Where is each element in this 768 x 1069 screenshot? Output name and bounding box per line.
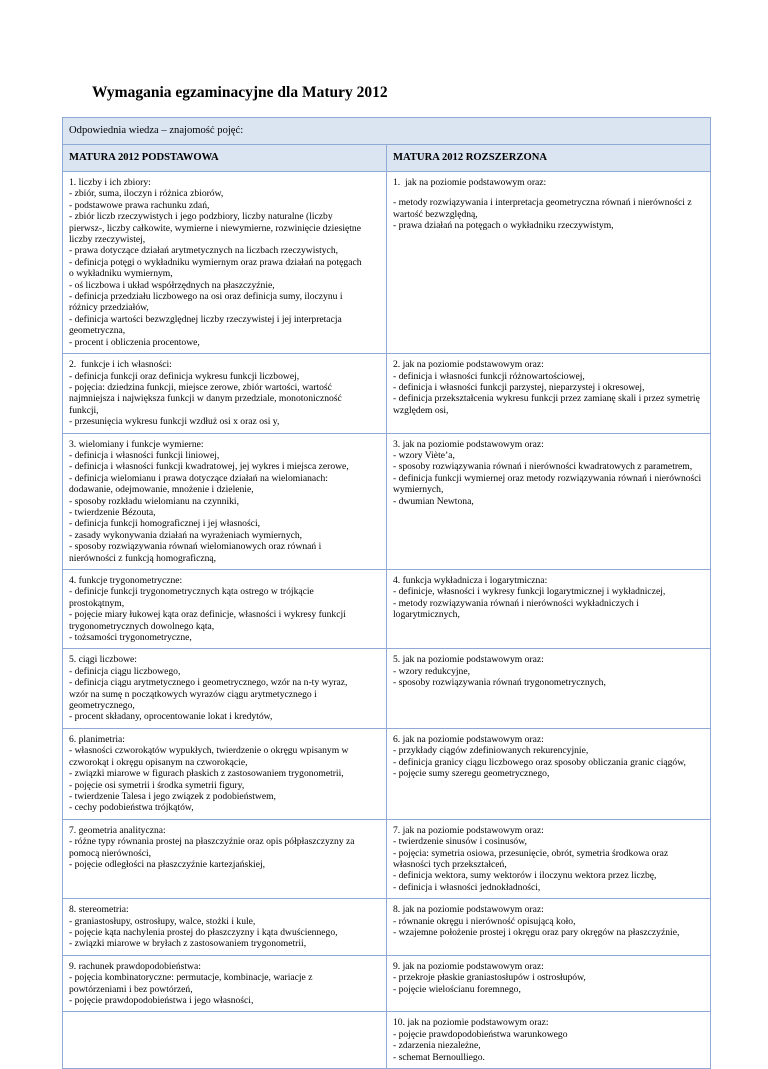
cell-line: powtórzeniami i bez powtórzeń, (69, 983, 193, 995)
cell-line: o wykładniku wymiernym, (69, 268, 173, 280)
cell-line: własności tych przekształceń, (393, 858, 507, 870)
cell-line: - własności czworokątów wypukłych, twierdzenie o okręgu wpisanym w (69, 745, 349, 757)
cell-line: nierówności z funkcją homograficzną, (69, 552, 217, 564)
cell-line: 4. funkcja wykładnicza i logarytmiczna: (393, 575, 548, 586)
cell-line: - twierdzenie sinusów i cosinusów, (393, 836, 527, 848)
cell-line: - definicja ciągu liczbowego, (69, 665, 181, 677)
page-title: Wymagania egzaminacyjne dla Matury 2012 (92, 84, 388, 101)
cell-line: - pojęcie kąta nachylenia prostej do płaszczyzny i kąta dwuściennego, (69, 926, 338, 938)
cell-extended (387, 433, 711, 569)
cell-line: - definicje funkcji trygonometrycznych kąta ostrego w trójkącie (69, 586, 314, 598)
cell-line: - związki miarowe w figurach płaskich z zastosowaniem trygonometrii, (69, 768, 344, 780)
cell-line: - zasady wykonywania działań na wyrażeniach wymiernych, (69, 529, 303, 541)
table-row (63, 649, 711, 728)
cell-line: - twierdzenie Bézouta, (69, 506, 156, 518)
cell-line: 3. jak na poziomie podstawowym oraz: (393, 438, 544, 450)
cell-line: 3. wielomiany i funkcje wymierne: (69, 438, 204, 450)
cell-basic (63, 354, 387, 433)
cell-line: pomocą nierówności, (69, 847, 152, 859)
cell-line: najmniejsza i największa funkcji w danym przedziale, monotoniczność (69, 393, 342, 405)
cell-line: - pojęcie odległości na płaszczyźnie kartezjańskiej, (69, 858, 266, 870)
cell-line: - definicja i własności funkcji różnowartościowej, (393, 370, 585, 382)
table-row (63, 433, 711, 569)
cell-line: - pojęcia kombinatoryczne: permutacje, kombinacje, wariacje z (69, 972, 313, 984)
table-row (63, 570, 711, 649)
cell-line: - sposoby rozwiązywania równań trygonometrycznych, (393, 677, 606, 689)
table-row (63, 819, 711, 898)
knowledge-header: Odpowiednia wiedza – znajomość pojęć: (63, 118, 711, 145)
cell-basic (63, 728, 387, 819)
cell-extended (387, 649, 711, 728)
cell-line: - definicja funkcji wymiernej oraz metody rozwiązywania równań i nierówności (393, 472, 702, 484)
cell-line: - twierdzenie Talesa i jego związek z podobieństwem, (69, 790, 276, 802)
cell-line: - oś liczbowa i układ współrzędnych na płaszczyźnie, (69, 279, 275, 291)
cell-line: - sposoby rozkładu wielomianu na czynniki, (69, 495, 239, 507)
cell-line: 7. geometria analityczna: (69, 824, 166, 836)
cell-line: - procent składany, oprocentowanie lokat i kredytów, (69, 711, 273, 723)
cell-line: - zbiór, suma, iloczyn i różnica zbiorów, (69, 188, 224, 200)
cell-line: - definicja i własności funkcji liniowej, (69, 449, 220, 461)
cell-line: - wzory redukcyjne, (393, 665, 470, 677)
requirements-table (62, 117, 711, 1069)
cell-basic (63, 433, 387, 569)
cell-line: prostokątnym, (69, 597, 125, 609)
cell-line: - przykłady ciągów zdefiniowanych rekurencyjnie, (393, 745, 589, 757)
cell-line: geometryczna, (69, 325, 126, 337)
cell-basic (63, 899, 387, 956)
blank-line (393, 188, 704, 197)
column-header-basic: MATURA 2012 PODSTAWOWA (63, 145, 387, 172)
cell-line: 6. planimetria: (69, 733, 125, 745)
cell-line: 5. jak na poziomie podstawowym oraz: (393, 654, 544, 666)
cell-line: 1. liczby i ich zbiory: (69, 177, 151, 188)
cell-line: - definicja ciągu arytmetycznego i geometrycznego, wzór na n-ty wyraz, (69, 677, 348, 689)
cell-line: 9. jak na poziomie podstawowym oraz: (393, 960, 544, 972)
cell-line: - definicja i własności funkcji kwadratowej, jej wykres i miejsca zerowe, (69, 461, 349, 473)
cell-line: - równanie okręgu i nierówność opisującą koło, (393, 915, 576, 927)
cell-line: wymiernych, (393, 484, 444, 496)
cell-line: - definicja granicy ciągu liczbowego oraz sposoby obliczania granic ciągów, (393, 756, 686, 768)
cell-line: - schemat Bernoulliego. (393, 1051, 485, 1063)
cell-line: 5. ciągi liczbowe: (69, 654, 137, 666)
cell-line: 10. jak na poziomie podstawowym oraz: (393, 1017, 549, 1029)
cell-line: - sposoby rozwiązywania równań wielomianowych oraz równań i (69, 541, 322, 553)
cell-line: - pojęcie prawdopodobieństwa warunkowego (393, 1028, 568, 1040)
cell-line: - prawa działań na potęgach o wykładniku rzeczywistym, (393, 220, 614, 232)
cell-line: czworokąt i okręgu opisanym na czworokącie, (69, 756, 248, 768)
table-row (63, 354, 711, 433)
cell-line: - tożsamości trygonometryczne, (69, 632, 192, 644)
cell-line: wartość bezwzględną, (393, 208, 478, 220)
cell-line: - definicja funkcji homograficznej i jej własności, (69, 518, 261, 530)
table-row (63, 1012, 711, 1069)
cell-line: - definicje, własności i wykresy funkcji logarytmicznej i wykładniczej, (393, 586, 666, 598)
cell-extended (387, 570, 711, 649)
cell-line: - przekroje płaskie graniastosłupów i ostrosłupów, (393, 972, 586, 984)
cell-line: względem osi, (393, 404, 449, 416)
cell-basic (63, 819, 387, 898)
table-header-row (63, 118, 711, 145)
cell-line: wzór na sumę n początkowych wyrazów ciągu arytmetycznego i (69, 688, 317, 700)
cell-line: - graniastosłupy, ostrosłupy, walce, stożki i kule, (69, 915, 256, 927)
cell-extended (387, 172, 711, 354)
cell-line: - różne typy równania prostej na płaszczyźnie oraz opis półpłaszczyzny za (69, 836, 355, 848)
cell-line: funkcji, (69, 404, 99, 416)
cell-line: - pojęcie wielościanu foremnego, (393, 983, 521, 995)
cell-basic (63, 1012, 387, 1069)
cell-line: dodawanie, odejmowanie, mnożenie i dzielenie, (69, 484, 254, 496)
cell-line: 8. jak na poziomie podstawowym oraz: (393, 904, 544, 916)
cell-line: - definicja potęgi o wykładniku wymiernym oraz prawa działań na potęgach (69, 256, 362, 268)
cell-extended (387, 1012, 711, 1069)
cell-line: - procent i obliczenia procentowe, (69, 336, 200, 348)
cell-line: 2. jak na poziomie podstawowym oraz: (393, 359, 544, 371)
cell-line: logarytmicznych, (393, 609, 460, 621)
cell-basic (63, 955, 387, 1012)
cell-line: - pojęcie miary łukowej kąta oraz definicje, własności i wykresy funkcji (69, 609, 346, 621)
cell-basic (63, 570, 387, 649)
cell-line: liczby rzeczywistej, (69, 234, 146, 246)
cell-line: 8. stereometria: (69, 904, 129, 916)
cell-line: 1. jak na poziomie podstawowym oraz: (393, 177, 547, 188)
cell-basic (63, 649, 387, 728)
cell-line: - wzajemne położenie prostej i okręgu oraz pary okręgów na płaszczyźnie, (393, 926, 680, 938)
cell-line: - dwumian Newtona, (393, 495, 474, 507)
cell-line: 6. jak na poziomie podstawowym oraz: (393, 733, 544, 745)
cell-line: - definicja przekształcenia wykresu funkcji przez zamianę skali i przez symetrię (393, 393, 700, 405)
cell-line: geometrycznego, (69, 700, 135, 712)
cell-line: 2. funkcje i ich własności: (69, 359, 172, 371)
cell-extended (387, 819, 711, 898)
cell-line: - pojęcie osi symetrii i środka symetrii figury, (69, 779, 245, 791)
cell-line: - definicja i własności funkcji parzystej, nieparzystej i okresowej, (393, 381, 645, 393)
cell-line: - definicja i własności jednokładności, (393, 881, 541, 893)
cell-line: 7. jak na poziomie podstawowym oraz: (393, 824, 544, 836)
cell-line: - pojęcie prawdopodobieństwa i jego własności, (69, 995, 254, 1006)
cell-extended (387, 354, 711, 433)
cell-line: 4. funkcje trygonometryczne: (69, 575, 183, 586)
cell-line: pierwsz-, liczby całkowite, wymierne i niewymierne, rozwinięcie dziesiętne (69, 222, 361, 234)
table-row (63, 955, 711, 1012)
cell-line: - podstawowe prawa rachunku zdań, (69, 199, 210, 211)
cell-line: - definicja funkcji oraz definicja wykresu funkcji liczbowej, (69, 370, 300, 382)
cell-line: - przesunięcia wykresu funkcji wzdłuż osi x oraz osi y, (69, 416, 280, 428)
cell-line: - wzory Viète’a, (393, 449, 455, 461)
cell-extended (387, 899, 711, 956)
cell-line: - pojęcie sumy szeregu geometrycznego, (393, 768, 550, 780)
cell-line: - definicja wielomianu i prawa dotyczące działań na wielomianach: (69, 472, 328, 484)
cell-line: - definicja wektora, sumy wektorów i iloczynu wektora przez liczbę, (393, 870, 657, 882)
cell-line: - sposoby rozwiązywania równań i nierówności kwadratowych z parametrem, (393, 461, 693, 473)
cell-line: różnicy przedziałów, (69, 302, 149, 314)
table-row (63, 728, 711, 819)
cell-line: trygonometrycznych dowolnego kąta, (69, 620, 215, 632)
table-row (63, 899, 711, 956)
cell-line: - metody rozwiązywania i interpretacja geometryczna równań i nierówności z (393, 197, 692, 209)
cell-basic (63, 172, 387, 354)
cell-line: - pojęcia: dziedzina funkcji, miejsce zerowe, zbiór wartości, wartość (69, 381, 332, 393)
cell-line: - prawa dotyczące działań arytmetycznych na liczbach rzeczywistych, (69, 245, 339, 257)
cell-line: - związki miarowe w bryłach z zastosowaniem trygonometrii, (69, 938, 307, 950)
cell-line: - zdarzenia niezależne, (393, 1040, 481, 1052)
cell-line: - cechy podobieństwa trójkątów, (69, 802, 194, 814)
cell-line: - definicja wartości bezwzględnej liczby rzeczywistej i jej interpretacja (69, 313, 342, 325)
cell-line: - pojęcia: symetria osiowa, przesunięcie, obrót, symetria środkowa oraz (393, 847, 669, 859)
column-header-extended: MATURA 2012 ROZSZERZONA (387, 145, 711, 172)
cell-line: - metody rozwiązywania równań i nierówności wykładniczych i (393, 597, 639, 609)
column-header-row (63, 145, 711, 172)
cell-line: - zbiór liczb rzeczywistych i jego podzbiory, liczby naturalne (liczby (69, 211, 333, 223)
cell-line: - definicja przedziału liczbowego na osi oraz definicja sumy, iloczynu i (69, 291, 343, 303)
cell-extended (387, 728, 711, 819)
cell-line: 9. rachunek prawdopodobieństwa: (69, 960, 201, 972)
table-row (63, 172, 711, 354)
cell-extended (387, 955, 711, 1012)
